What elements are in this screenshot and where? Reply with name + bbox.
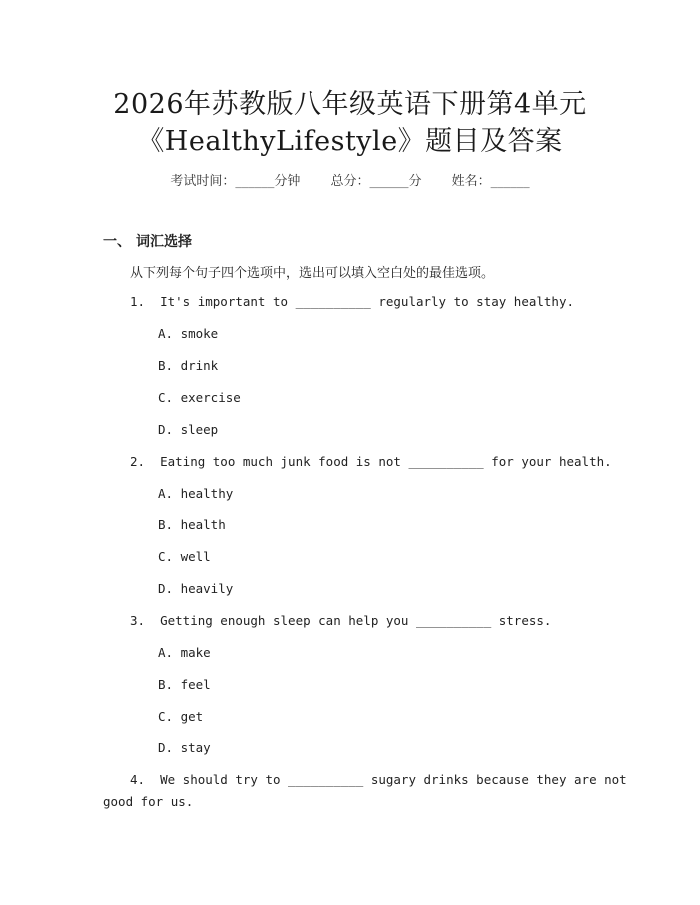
section-instruction: 从下列每个句子四个选项中，选出可以填入空白处的最佳选项。: [130, 266, 495, 281]
question-4: 4. We should try to __________ sugary drinks because they are not: [130, 772, 627, 787]
q2-option-c: C. well: [158, 549, 211, 564]
exam-info-row: [0, 170, 700, 189]
q2-option-b: B. health: [158, 517, 226, 532]
q1-option-d: D. sleep: [158, 422, 219, 437]
section-number: 一、: [103, 234, 131, 250]
total-score-field: 总分：______分: [330, 174, 422, 189]
q3-option-b: B. feel: [158, 677, 211, 692]
document-title-line-1: 2026年苏教版八年级英语下册第4单元: [113, 89, 587, 120]
student-name-field: 姓名：______: [451, 174, 530, 189]
q1-option-a: A. smoke: [158, 326, 219, 341]
q3-option-c: C. get: [158, 709, 204, 724]
exam-time-field: 考试时间：______分钟: [170, 174, 301, 189]
q1-option-c: C. exercise: [158, 390, 241, 405]
question-2: 2. Eating too much junk food is not __________ for your health.: [130, 454, 612, 469]
q3-option-a: A. make: [158, 645, 211, 660]
q3-option-d: D. stay: [158, 740, 211, 755]
section-heading: [103, 231, 192, 251]
q2-option-a: A. healthy: [158, 486, 234, 501]
question-1: 1. It's important to __________ regularly to stay healthy.: [130, 294, 575, 309]
document-title-line-2: 《HealthyLifestyle》题目及答案: [137, 126, 563, 157]
section-title: 词汇选择: [136, 234, 192, 250]
question-3: 3. Getting enough sleep can help you __________ stress.: [130, 613, 552, 628]
q1-option-b: B. drink: [158, 358, 219, 373]
question-4-continuation: good for us.: [103, 794, 194, 809]
q2-option-d: D. heavily: [158, 581, 234, 596]
